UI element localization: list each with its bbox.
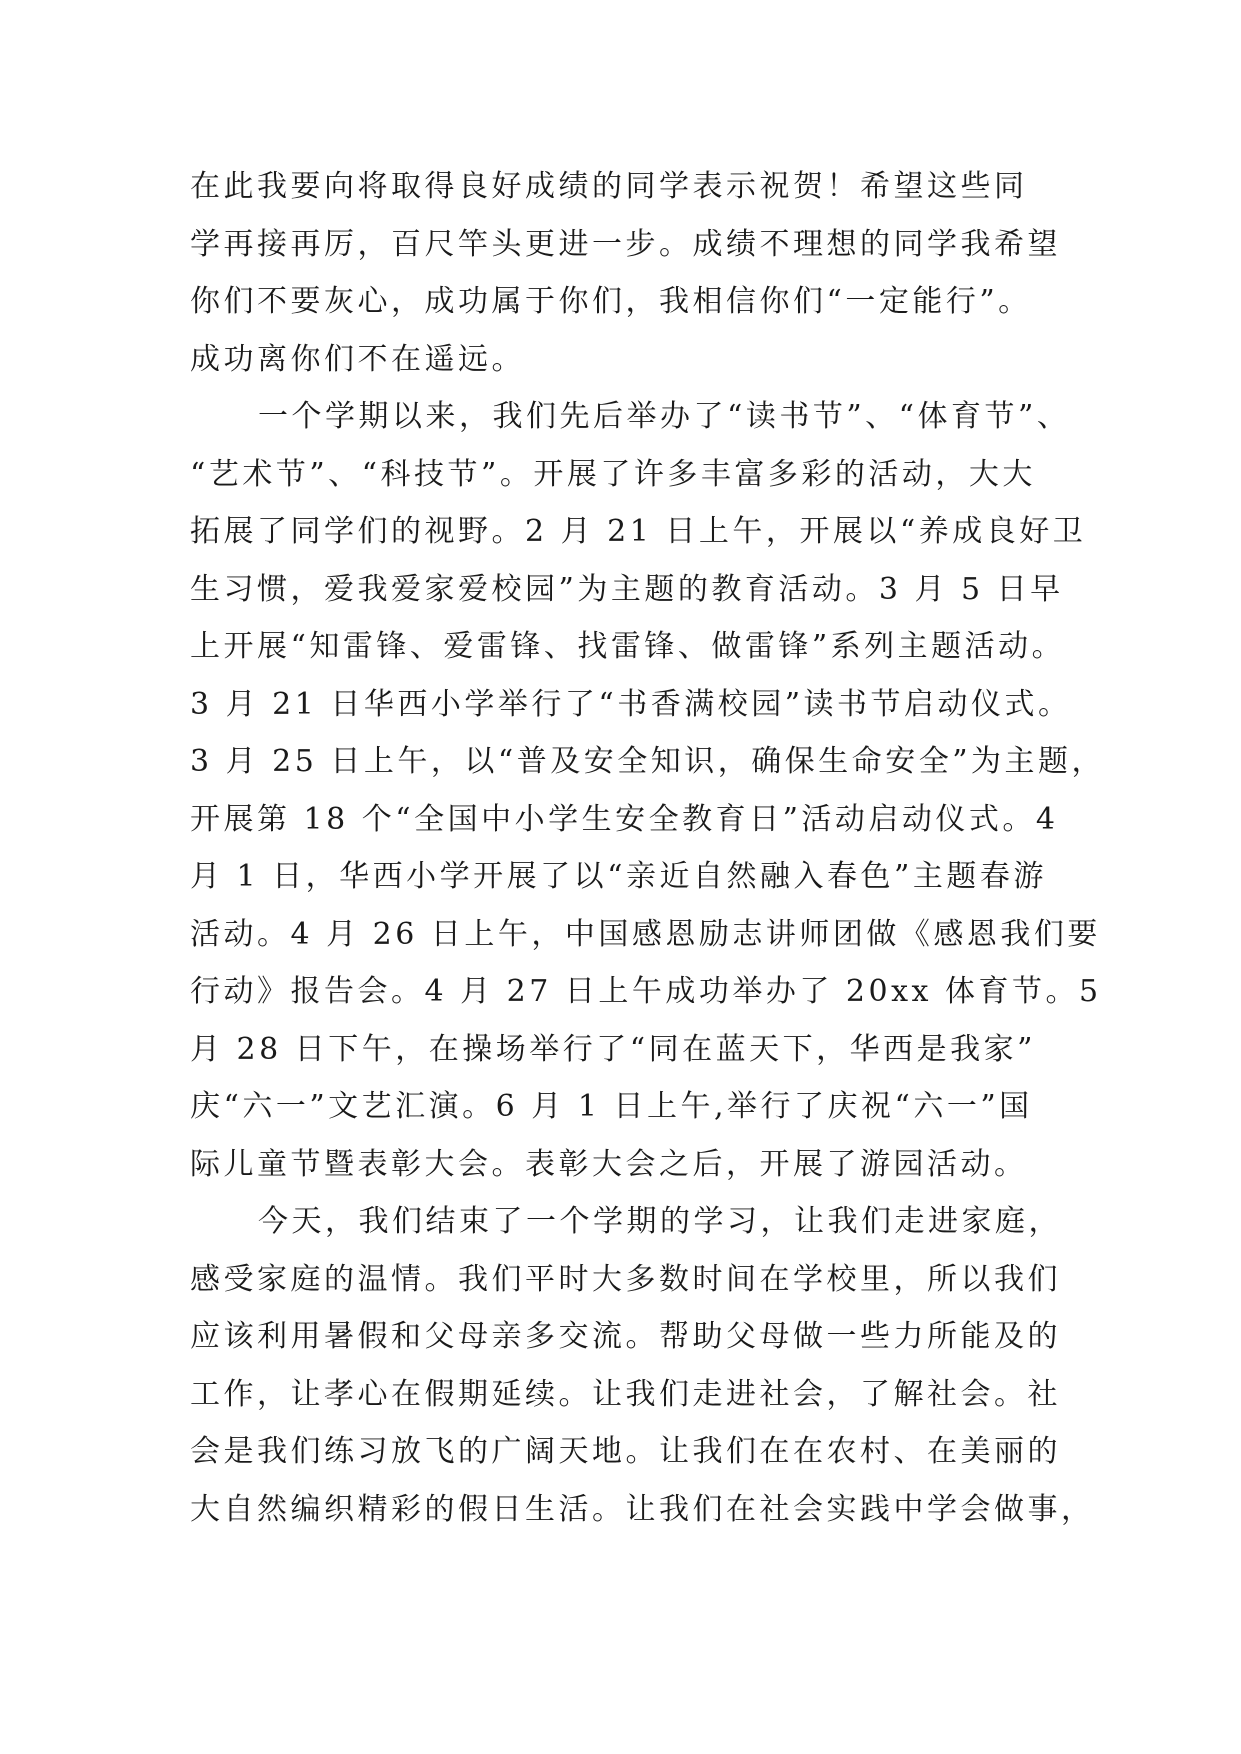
text-line: 学再接再厉，百尺竿头更进一步。成绩不理想的同学我希望 [190, 226, 1061, 262]
text-line: 活动。4 月 26 日上午，中国感恩励志讲师团做《感恩我们要 [190, 916, 1101, 952]
paragraph-activities [190, 388, 1106, 1193]
text-line: 际儿童节暨表彰大会。表彰大会之后，开展了游园活动。 [190, 1146, 1028, 1182]
text-line: 月 28 日下午，在操场举行了“同在蓝天下，华西是我家” [190, 1031, 1036, 1067]
text-line: 开展第 18 个“全国中小学生安全教育日”活动启动仪式。4 [190, 801, 1059, 837]
text-line: 拓展了同学们的视野。2 月 21 日上午，开展以“养成良好卫 [190, 514, 1087, 549]
text-line: 庆“六一”文艺汇演。6 月 1 日上午,举行了庆祝“六一”国 [190, 1089, 1033, 1124]
paragraph-summer-holiday [190, 1193, 1095, 1538]
text-line: 在此我要向将取得良好成绩的同学表示祝贺！希望这些同 [190, 169, 1028, 204]
text-line: 成功离你们不在遥远。 [190, 341, 525, 377]
text-line: 你们不要灰心，成功属于你们，我相信你们“一定能行”。 [190, 284, 1032, 319]
text-line: 会是我们练习放飞的广阔天地。让我们在在农村、在美丽的 [190, 1434, 1061, 1469]
text-line: 应该利用暑假和父母亲多交流。帮助父母做一些力所能及的 [190, 1319, 1061, 1354]
text-line: 工作，让孝心在假期延续。让我们走进社会，了解社会。社 [190, 1376, 1061, 1412]
text-line: 生习惯，爱我爱家爱校园”为主题的教育活动。3 月 5 日早 [190, 571, 1064, 607]
text-line: 行动》报告会。4 月 27 日上午成功举办了 20xx 体育节。5 [190, 974, 1102, 1009]
document-body [190, 158, 1106, 1538]
text-line: 3 月 21 日华西小学举行了“书香满校园”读书节启动仪式。 [190, 686, 1072, 722]
text-line-first: 今天，我们结束了一个学期的学习，让我们走进家庭， [258, 1204, 1062, 1239]
text-line: 感受家庭的温情。我们平时大多数时间在学校里，所以我们 [190, 1261, 1061, 1297]
text-line: 3 月 25 日上午，以“普及安全知识，确保生命安全”为主题， [190, 744, 1106, 779]
text-line: 月 1 日，华西小学开展了以“亲近自然融入春色”主题春游 [190, 859, 1047, 894]
text-line: “艺术节”、“科技节”。开展了许多丰富多彩的活动，大大 [190, 456, 1036, 492]
text-line: 上开展“知雷锋、爱雷锋、找雷锋、做雷锋”系列主题活动。 [190, 629, 1066, 664]
paragraph-congratulations [190, 158, 1090, 388]
text-line-first: 一个学期以来，我们先后举办了“读书节”、“体育节”、 [258, 399, 1071, 434]
text-line: 大自然编织精彩的假日生活。让我们在社会实践中学会做事， [190, 1491, 1095, 1527]
